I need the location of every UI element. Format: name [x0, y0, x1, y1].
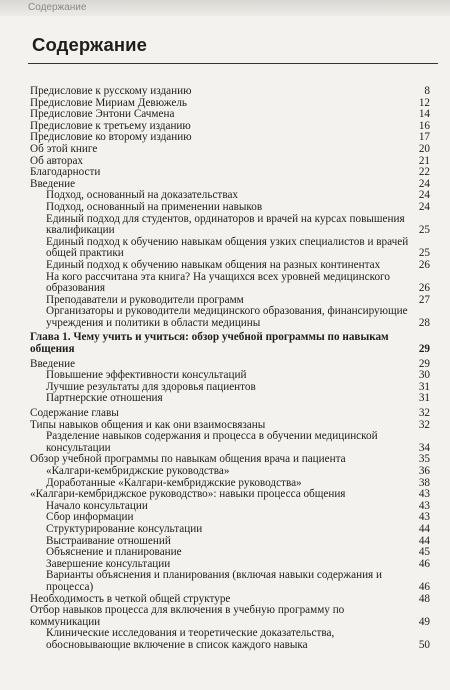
toc-page-number: 24	[418, 189, 430, 202]
toc-entry-title: Объяснение и планирование	[46, 546, 182, 559]
toc-page-number: 32	[418, 407, 430, 420]
title-rule	[28, 63, 438, 64]
toc-page-number: 22	[418, 166, 430, 179]
toc-entry-title: Необходимость в четкой общей структуре	[30, 592, 231, 605]
toc-page-number: 38	[418, 476, 430, 489]
toc-entry-title: «Калгари-кембриджское руководство»: навыки процесса общения	[30, 488, 346, 501]
toc-page-number: 48	[418, 592, 430, 605]
toc-entry-title: Единый подход для студентов, ординаторов и врачей на курсах повышения квалификации	[46, 212, 405, 237]
toc-entry	[30, 466, 430, 478]
toc-entry-title: Предисловие к русскому изданию	[30, 85, 192, 97]
toc-entry-title: Введение	[30, 357, 76, 370]
toc-entry	[30, 260, 430, 272]
toc-entry	[30, 214, 430, 237]
toc-entry	[30, 408, 430, 420]
toc-page-number: 32	[418, 418, 430, 431]
toc-entry-title: Благодарности	[30, 166, 101, 179]
toc-entry-title: Структурирование консультации	[46, 522, 203, 535]
toc-page-number: 30	[418, 369, 430, 382]
toc-entry	[30, 202, 430, 214]
toc-entry-title: Преподаватели и руководители программ	[46, 293, 244, 306]
toc-page-number: 43	[418, 499, 430, 512]
toc-page-number: 24	[418, 177, 430, 190]
toc-entry-title: Завершение консультации	[46, 557, 171, 570]
toc-entry	[30, 547, 430, 559]
toc-entry	[30, 306, 430, 329]
toc-page-number: 45	[418, 546, 430, 559]
toc-page-number: 26	[418, 282, 430, 295]
toc-page-number: 31	[418, 392, 430, 405]
toc-page-number: 14	[418, 108, 430, 121]
toc-entry-title: Отбор навыков процесса для включения в учебную программу по коммуникации	[30, 604, 345, 628]
toc-page-number: 46	[418, 557, 430, 570]
toc-entry-title: Об этой книге	[30, 142, 98, 155]
toc-entry-title: Разделение навыков содержания и процесса в обучении медицинской консультации	[46, 430, 378, 454]
toc-page-number: 17	[418, 131, 430, 144]
table-of-contents	[30, 86, 430, 652]
toc-entry	[30, 431, 430, 454]
toc-entry-title: Лучшие результаты для здоровья пациентов	[46, 380, 256, 393]
toc-page-number: 8	[424, 85, 430, 97]
toc-page-number: 29	[418, 343, 430, 356]
toc-entry	[30, 393, 430, 405]
toc-entry-title: Подход, основанный на применении навыков	[46, 200, 263, 213]
toc-entry-title: Подход, основанный на доказательствах	[46, 189, 239, 202]
toc-entry-title: Предисловие Энтони Сачмена	[30, 108, 175, 121]
toc-entry-title: Предисловие Мириам Девюжель	[30, 96, 188, 109]
toc-entry	[30, 524, 430, 536]
toc-page-number: 44	[418, 522, 430, 535]
toc-page-number: 20	[418, 142, 430, 155]
toc-entry	[30, 570, 430, 593]
toc-page-number: 34	[418, 441, 430, 454]
toc-entry-title: Предисловие ко второму изданию	[30, 131, 192, 144]
toc-entry-title: На кого рассчитана эта книга? На учащихся всех уровней медицинского образования	[46, 270, 390, 295]
toc-entry	[30, 167, 430, 179]
toc-page-number: 29	[418, 357, 430, 370]
toc-entry	[30, 144, 430, 156]
bleed-text: Содержание	[28, 2, 87, 13]
toc-entry-title: Клинические исследования и теоретические доказательства, обосновывающие включение в список каждого навыка	[46, 627, 335, 651]
toc-entry-title: Начало консультации	[46, 499, 148, 512]
toc-entry-title: Повышение эффективности консультаций	[46, 369, 247, 382]
toc-page-number: 16	[418, 119, 430, 132]
toc-page-number: 43	[418, 488, 430, 501]
toc-entry-title: Организаторы и руководители медицинского образования, финансирующие учреждения и политики в области медицины	[46, 305, 408, 329]
toc-entry	[30, 605, 430, 628]
toc-entry-title: Партнерские отношения	[46, 392, 163, 405]
toc-entry	[30, 237, 430, 260]
toc-entry-title: Об авторах	[30, 154, 84, 167]
toc-page-number: 31	[418, 380, 430, 393]
toc-page-number: 21	[418, 154, 430, 167]
page-title: Содержание	[32, 34, 147, 55]
previous-page-edge	[0, 0, 450, 16]
toc-entry-title: Доработанные «Калгари-кембриджские руководства»	[46, 476, 302, 489]
toc-entry-title: «Калгари-кембриджские руководства»	[46, 465, 230, 477]
toc-page-number: 50	[418, 638, 430, 651]
toc-entry-title: Выстраивание отношений	[46, 534, 171, 547]
toc-page-number: 25	[418, 224, 430, 237]
toc-page-number: 44	[418, 534, 430, 547]
toc-page-number: 35	[418, 453, 430, 466]
toc-page-number: 24	[418, 200, 430, 213]
toc-entry-title: Глава 1. Чему учить и учиться: обзор учебной программы по навыкам общения	[30, 331, 389, 356]
toc-entry-title: Единый подход к обучению навыкам общения узких специалистов и врачей общей практики	[46, 235, 409, 260]
toc-entry-title: Типы навыков общения и как они взаимосвязаны	[30, 418, 266, 431]
toc-chapter-heading	[30, 332, 430, 355]
toc-page-number: 46	[418, 580, 430, 593]
toc-page-number: 25	[418, 247, 430, 260]
toc-entry-title: Предисловие к третьему изданию	[30, 119, 191, 132]
toc-entry	[30, 628, 430, 651]
toc-entry-title: Содержание главы	[30, 407, 119, 420]
toc-page-number: 27	[418, 293, 430, 306]
toc-entry-title: Введение	[30, 177, 76, 190]
toc-page-number: 28	[418, 316, 430, 329]
toc-page-number: 49	[418, 615, 430, 628]
toc-entry-title: Варианты объяснения и планирования (включая навыки содержания и процесса)	[46, 569, 382, 593]
toc-page-number: 36	[418, 465, 430, 477]
toc-entry-title: Сбор информации	[46, 511, 134, 524]
toc-entry	[30, 86, 430, 98]
toc-entry	[30, 272, 430, 295]
toc-entry-title: Обзор учебной программы по навыкам общения врача и пациента	[30, 453, 346, 466]
toc-page-number: 26	[418, 258, 430, 271]
toc-page-number: 12	[418, 96, 430, 109]
toc-page-number: 43	[418, 511, 430, 524]
toc-entry-title: Единый подход к обучению навыкам общения на разных континентах	[46, 258, 381, 271]
